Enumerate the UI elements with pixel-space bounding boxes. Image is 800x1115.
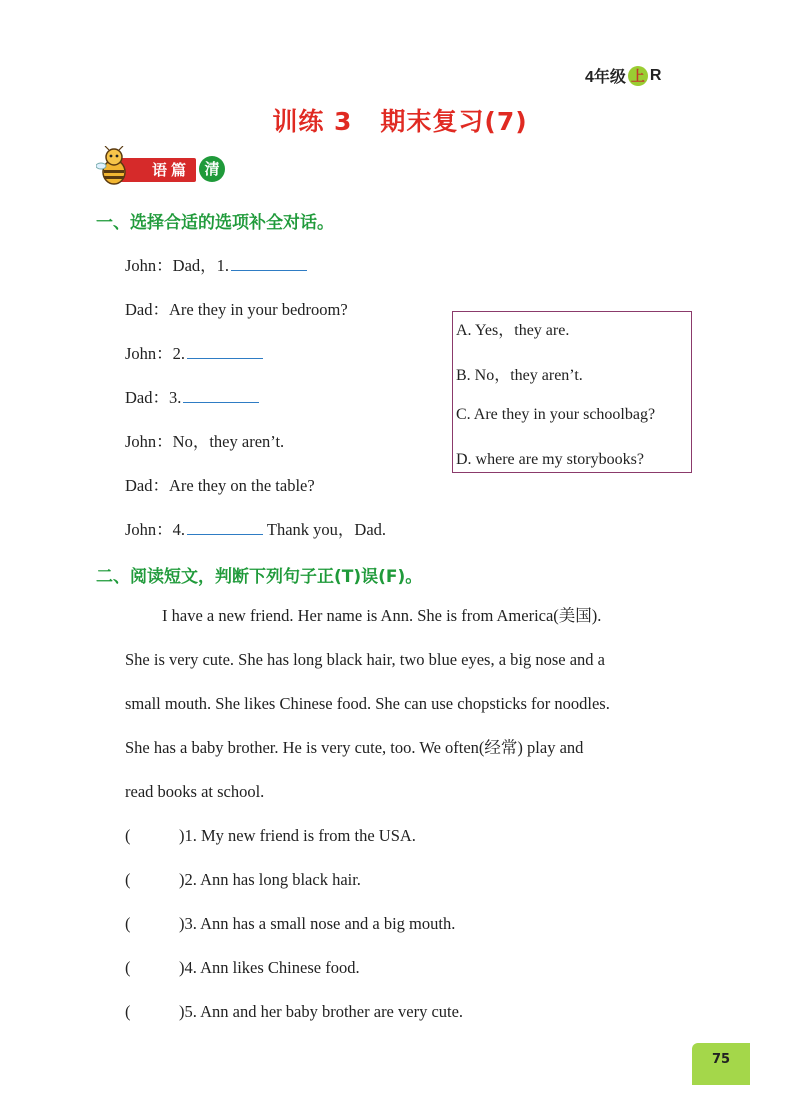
grade-edition: R [649,66,662,84]
dialogue-text: John：Dad，1. [125,256,230,275]
paren-close: ) [179,914,185,933]
statement-text: 2. Ann has long black hair. [184,870,361,889]
section1-heading: 一、选择合适的选项补全对话。 [96,213,334,233]
statement-text: 4. Ann likes Chinese food. [184,958,360,977]
option-a: A. Yes，they are. [456,322,570,339]
passage-line [125,726,705,770]
options-box [452,311,692,473]
statement-text: 5. Ann and her baby brother are very cute. [184,1002,464,1021]
dialogue-line-3 [125,340,263,364]
answer-blank-1[interactable] [231,256,307,271]
passage-text: read books at school. [125,782,265,801]
grade-prefix: 4年级 [585,69,626,86]
paren-close: ) [179,826,185,845]
paren-close: ) [179,958,185,977]
dialogue-text: Dad：Are they in your bedroom? [125,300,348,319]
dialogue-line-4 [125,384,259,408]
dialogue-text: Dad：Are they on the table? [125,476,315,495]
judgement-item-1 [125,826,416,846]
passage-text: She is very cute. She has long black hair, two blue eyes, a big nose and a [125,650,606,669]
reading-passage [125,594,705,814]
dialogue-line-6 [125,472,315,496]
judgement-item-3 [125,914,455,934]
dialogue-line-7 [125,516,386,540]
dialogue-text-after: Thank you，Dad. [263,520,387,539]
dialogue-line-2 [125,296,348,320]
dialogue-text: John：4. [125,520,186,539]
dialogue-text: Dad：3. [125,388,182,407]
answer-paren-5[interactable]: ( [125,1002,131,1021]
judgement-item-4 [125,958,360,978]
passage-line [125,770,705,814]
dialogue-line-1 [125,252,307,276]
answer-paren-4[interactable]: ( [125,958,131,977]
dialogue-text: John：2. [125,344,186,363]
passage-text: small mouth. She likes Chinese food. She can use chopsticks for noodles. [125,694,610,713]
answer-paren-2[interactable]: ( [125,870,131,889]
badge-label: 语篇 [118,158,196,182]
lesson-number: 训练 3 [272,107,353,136]
passage-line [125,638,705,682]
option-c: C. Are they in your schoolbag? [456,406,656,423]
dialogue-text: John：No，they aren’t. [125,432,285,451]
judgement-item-2 [125,870,361,890]
lesson-topic: 期末复习(7) [380,107,528,136]
statement-text: 1. My new friend is from the USA. [184,826,416,845]
page-number: 75 [692,1043,750,1085]
answer-paren-3[interactable]: ( [125,914,131,933]
passage-text: I have a new friend. Her name is Ann. She is from America(美国). [162,606,602,625]
paren-close: ) [179,870,185,889]
answer-blank-3[interactable] [183,388,259,403]
grade-term-badge: 上 [628,66,648,86]
answer-blank-2[interactable] [187,344,263,359]
grade-label [585,64,661,87]
passage-line [125,594,705,638]
page-title [0,102,800,138]
statement-text: 3. Ann has a small nose and a big mouth. [184,914,456,933]
paren-close: ) [179,1002,185,1021]
judgement-item-5 [125,1002,463,1022]
passage-line [125,682,705,726]
dialogue-line-5 [125,428,284,452]
badge-tag: 清 [199,156,225,182]
passage-text: She has a baby brother. He is very cute, too. We often(经常) play and [125,738,584,757]
answer-paren-1[interactable]: ( [125,826,131,845]
section2-heading: 二、阅读短文，判断下列句子正(T)误(F)。 [96,567,423,587]
section-badge [96,146,226,186]
option-d: D. where are my storybooks? [456,451,644,468]
option-b: B. No，they aren’t. [456,367,583,384]
answer-blank-4[interactable] [187,520,263,535]
bee-mascot-icon [96,146,132,186]
